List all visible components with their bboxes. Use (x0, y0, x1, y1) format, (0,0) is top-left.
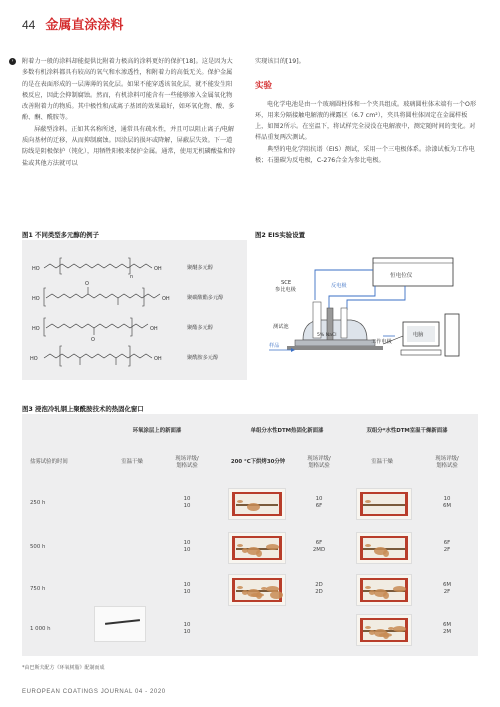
group1-title: 环氧涂层上的新面漆 (132, 428, 182, 434)
reference-electrode-label: 参比电极 (275, 287, 296, 293)
polyester-ho: HO (32, 326, 40, 332)
group1-rating: 10 10 (183, 540, 191, 553)
eis-setup-diagram (255, 240, 477, 380)
group1-sub: 室温干燥 (121, 459, 143, 465)
label-polyamide: 聚酰胺多元醇 (187, 355, 219, 361)
working-electrode-label: 工作电极 (371, 339, 392, 345)
group3-test-panel (356, 614, 412, 646)
group3-rating-header: 现场评级/ 划格试验 (435, 456, 459, 469)
group3-rating: 6M 2M (442, 622, 452, 635)
group2-sub: 200 °C下烘烤30分钟 (230, 459, 286, 465)
label-polyester: 聚酯多元醇 (187, 325, 213, 331)
group3-test-panel (356, 532, 412, 564)
group3-rating: 10 6M (442, 496, 452, 509)
section-heading-experiment: 实验 (255, 81, 273, 92)
group3-title: 双组分*水性DTM室温干燥新面漆 (366, 428, 448, 434)
left-paragraph-1: 附着力一般的涂料却能提供比附着力极高的涂料更好的保护[18]。这是因为大多数有机涂料都具有较高的氧气和水渗透性，和附着力的高低无关。保护金属的是在表面形成的一层薄薄的氧化层。如果不能穿透该氧化层，就不能发生阳极反应，因此会抑制腐蚀。然而，有机涂料可能含有一些能够渗入金属氧化物改善附着力的物质。其中极性和/或离子基团的效果最好，如环氧化物、酸、多酚、酮、酰胺等。 (22, 58, 235, 122)
polycarbonate-ho: HO (32, 296, 40, 302)
polyether-n: n (130, 274, 134, 280)
row-time: 1 000 h (30, 626, 51, 632)
footnote: *由巴斯夫配方《环氧树脂》配制而成 (22, 665, 105, 671)
figure1-polyols (22, 240, 247, 380)
group2-rating-header: 现场评级/ 划格试验 (307, 456, 331, 469)
row-time: 750 h (30, 586, 46, 592)
polyester-oh: OH (150, 326, 158, 332)
computer-tower (445, 314, 459, 356)
polyester-o: O (91, 337, 95, 343)
continuation-bullet-icon: › (9, 58, 16, 65)
nacl-label: 5% NaCl (317, 333, 337, 338)
sample-label: 样品 (269, 343, 280, 349)
right-paragraph-1: 实现该目的[19]。 (255, 58, 305, 65)
group2-test-panel (228, 488, 286, 520)
group1-rating: 10 10 (183, 622, 191, 635)
polyether-ho: HO (32, 266, 40, 272)
left-column (11, 56, 237, 169)
page-header (22, 14, 123, 32)
polycarbonate-o: O (85, 281, 89, 287)
counter-electrode-label: 反电极 (331, 283, 347, 289)
group3-rating: 6F 2F (443, 540, 451, 553)
left-paragraph-2: 屏蔽型涂料。正如其名称所述，通常具有疏水性，并且可以阻止离子/电解质向基材的迁移，从而抑制腐蚀。因涂层的损坏或降解，屏蔽层失效。下一道防线是阴极保护（钝化），用牺牲阳极来保护金属。通常，使用无机磷酸盐和锌盐或其他方法就可以 (22, 125, 236, 167)
group2-test-panel (228, 532, 286, 564)
right-paragraph-3: 典型的电化学阻抗谱（EIS）测试，采用一个三电极体系。涂漆试板为工作电极；石墨碳为反电极，C-276合金为参比电极。 (255, 145, 475, 165)
group1-rating: 10 10 (183, 582, 191, 595)
group1-rating-header: 现场评级/ 划格试验 (175, 456, 199, 469)
potentiostat-label: 恒电位仪 (390, 273, 413, 279)
page-number: 44 (22, 18, 36, 32)
group3-sub: 室温干燥 (371, 459, 393, 465)
group2-rating: 2D 2D (315, 582, 323, 595)
sample-plate (295, 340, 375, 346)
section-title: 金属直涂涂料 (45, 18, 124, 33)
journal-footer: EUROPEAN COATINGS JOURNAL 04 - 2020 (22, 689, 166, 695)
right-column (255, 56, 477, 166)
group2-rating: 10 6F (315, 496, 323, 509)
row-time: 250 h (30, 500, 46, 506)
row-time: 500 h (30, 544, 46, 550)
polycarbonate-oh: OH (162, 296, 170, 302)
test-cell-label: 测试池 (273, 324, 289, 330)
sce-label: SCE (281, 280, 292, 286)
polyether-oh: OH (154, 266, 162, 272)
polyamide-ho: HO (30, 356, 38, 362)
figure3-title: 图3 浸泡冷轧钢上聚酰胺技术的热固化窗口 (22, 405, 144, 413)
computer-label: 电脑 (413, 332, 424, 338)
polyol-structures-diagram (22, 240, 247, 380)
group2-test-panel (228, 574, 286, 606)
label-polycarbonate: 聚碳酸酯多元醇 (187, 295, 224, 301)
group3-test-panel (356, 574, 412, 606)
figure2-eis-setup (255, 240, 477, 380)
col-header-time: 盐雾试验的时间 (30, 459, 68, 465)
group3-rating: 6M 2F (442, 582, 452, 595)
potentiostat-box (373, 258, 453, 286)
right-paragraph-2: 电化学电池是由一个玻璃圆柱体和一个夹具组成。玻璃圆柱体末端有一个O形环，用来分隔接触电解液的裸露区（6.7 cm²），夹具将圆柱体固定在金属样板上，如图2所示。在室温下，将试样完全浸没在电解液中，测定随时间的变化。对样品重复两次测试。 (255, 100, 477, 142)
group1-rating: 10 10 (183, 496, 191, 509)
polyamide-oh: OH (154, 356, 162, 362)
group2-rating: 6F 2MD (312, 540, 326, 553)
label-polyether: 聚醚多元醇 (187, 265, 213, 271)
figure3-salt-spray-table (22, 414, 478, 656)
group3-test-panel (356, 488, 412, 520)
figure2-title: 图2 EIS实验设置 (255, 231, 305, 239)
figure1-title: 图1 不同类型多元醇的例子 (22, 231, 99, 239)
group1-test-panel (94, 606, 146, 642)
group2-title: 单组分水性DTM热固化新面漆 (250, 428, 324, 434)
